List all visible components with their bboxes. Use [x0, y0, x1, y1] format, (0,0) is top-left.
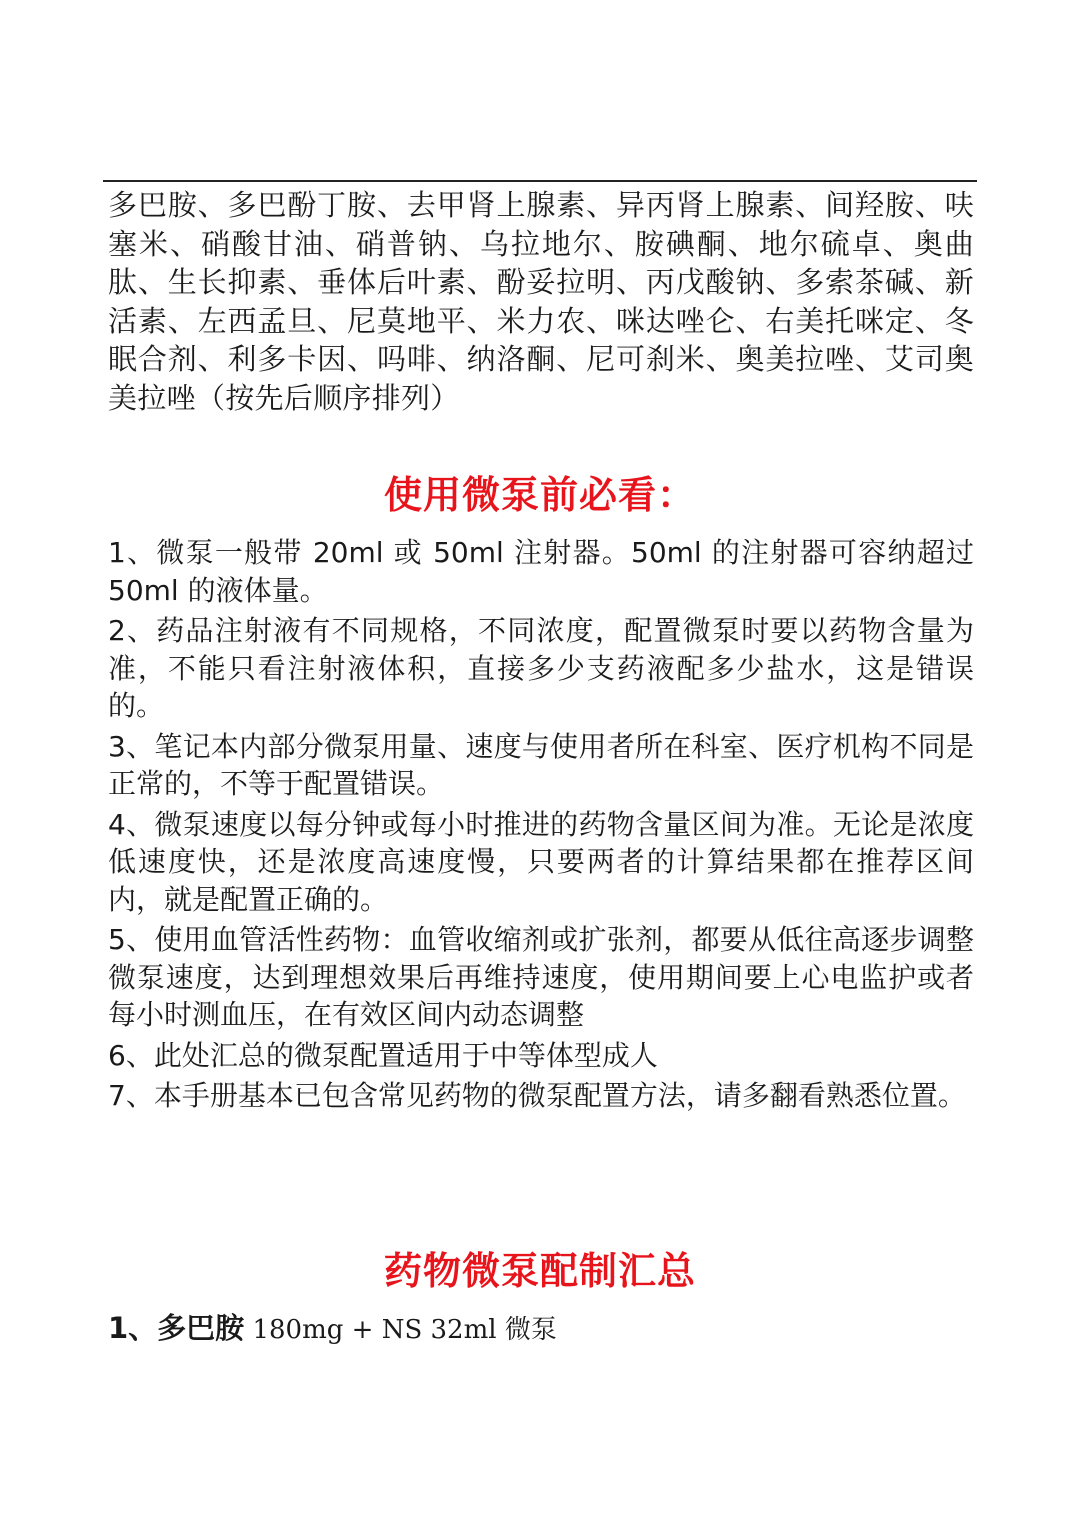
drug-list-paragraph: 多巴胺、多巴酚丁胺、去甲肾上腺素、异丙肾上腺素、间羟胺、呋塞米、硝酸甘油、硝普钠、乌拉地尔、胺碘酮、地尔硫卓、奥曲肽、生长抑素、垂体后叶素、酚妥拉明、丙戊酸钠、多索茶碱、新活素、左西孟旦、尼莫地平、米力农、咪达唑仑、右美托咪定、冬眠合剂、利多卡因、吗啡、纳洛酮、尼可刹米、奥美拉唑、艾司奥美拉唑（按先后顺序排列） — [108, 188, 974, 415]
precaution-item: 1、微泵一般带 20ml 或 50ml 注射器。50ml 的注射器可容纳超过 50ml 的液体量。 — [108, 536, 974, 607]
precaution-item: 3、笔记本内部分微泵用量、速度与使用者所在科室、医疗机构不同是正常的，不等于配置错误。 — [108, 729, 974, 800]
precautions-list — [108, 534, 974, 1118]
precaution-item: 6、此处汇总的微泵配置适用于中等体型成人 — [108, 1038, 658, 1072]
horizontal-rule — [103, 180, 977, 182]
recipe-dose: 180mg + NS 32ml 微泵 — [244, 1315, 557, 1345]
section-title-summary: 药物微泵配制汇总 — [383, 1249, 696, 1293]
recipe-item-dopamine — [108, 1308, 557, 1350]
precaution-item: 2、药品注射液有不同规格，不同浓度，配置微泵时要以药物含量为准，不能只看注射液体积，直接多少支药液配多少盐水，这是错误的。 — [108, 614, 974, 722]
section-title-precautions: 使用微泵前必看： — [383, 473, 696, 517]
precaution-item: 4、微泵速度以每分钟或每小时推进的药物含量区间为准。无论是浓度低速度快，还是浓度高速度慢，只要两者的计算结果都在推荐区间内，就是配置正确的。 — [108, 807, 974, 916]
recipe-drug-name: 1、多巴胺 — [108, 1311, 245, 1345]
precaution-item: 5、使用血管活性药物：血管收缩剂或扩张剂，都要从低往高逐步调整微泵速度，达到理想效果后再维持速度，使用期间要上心电监护或者每小时测血压，在有效区间内动态调整 — [108, 923, 974, 1031]
precaution-item: 7、本手册基本已包含常见药物的微泵配置方法，请多翻看熟悉位置。 — [108, 1079, 966, 1112]
